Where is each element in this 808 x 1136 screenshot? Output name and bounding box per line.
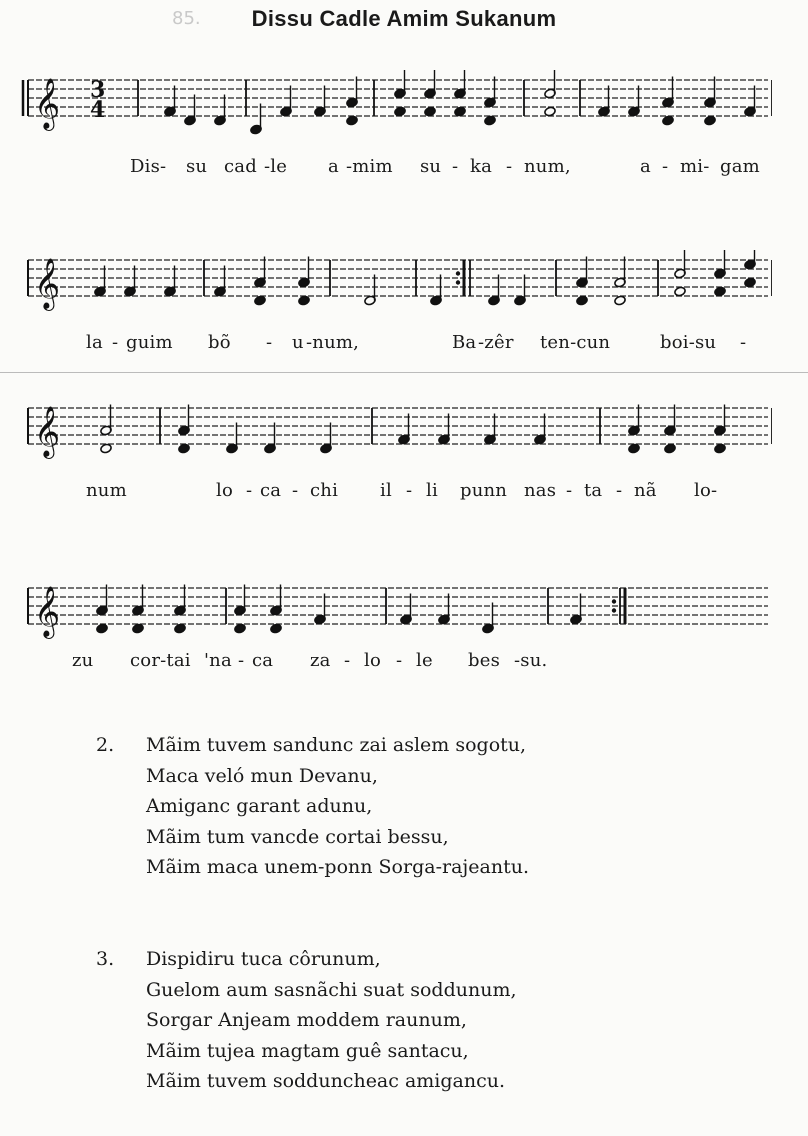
lyric-syllable: - <box>246 480 253 501</box>
repeat-dot <box>456 271 460 275</box>
lyric-syllable: su <box>186 156 208 177</box>
lyric-syllable: - <box>452 156 459 177</box>
verse-line: Amiganc garant adunu, <box>146 795 373 817</box>
treble-clef: 𝄞 <box>34 586 61 637</box>
lyric-syllable: cad <box>224 156 257 177</box>
verse-number: 3. <box>96 948 115 970</box>
lyric-syllable: -le <box>264 156 288 177</box>
note-head <box>704 115 716 126</box>
lyric-syllable: ca <box>252 650 274 671</box>
lyric-line-3 <box>20 480 772 504</box>
note-head <box>454 106 466 117</box>
note-head <box>424 106 436 117</box>
verse-line: Mãim tuvem sodduncheac amigancu. <box>146 1070 506 1092</box>
lyric-syllable: nas <box>524 480 557 501</box>
verse-line: Dispidiru tuca côrunum, <box>146 948 381 970</box>
lyric-syllable: - <box>238 650 245 671</box>
note-head <box>714 443 726 454</box>
lyric-syllable: Ba <box>452 332 477 353</box>
lyric-syllable: Dis- <box>130 156 167 177</box>
treble-clef: 𝄞 <box>34 406 61 457</box>
lyric-syllable: il <box>380 480 392 501</box>
music-staff-2 <box>20 250 772 320</box>
lyric-syllable: - <box>740 332 747 353</box>
note-head <box>346 115 358 126</box>
note-head <box>614 295 626 306</box>
repeat-dot <box>612 599 616 603</box>
hymn-number: 85. <box>172 8 201 29</box>
lyric-syllable: - <box>662 156 669 177</box>
lyric-syllable: ten-cun <box>540 332 611 353</box>
lyric-syllable: gam <box>720 156 760 177</box>
lyric-syllable: num, <box>524 156 571 177</box>
lyric-syllable: zu <box>72 650 94 671</box>
lyric-syllable: lo- <box>694 480 718 501</box>
verse-line: Mãim maca unem-ponn Sorga-rajeantu. <box>146 856 530 878</box>
lyric-syllable: - <box>344 650 351 671</box>
music-staff-3 <box>20 398 772 468</box>
note-head <box>674 286 686 297</box>
lyric-syllable: 'na <box>204 650 232 671</box>
lyric-syllable: punn <box>460 480 508 501</box>
lyric-syllable: - <box>406 480 413 501</box>
lyric-syllable: - <box>266 332 273 353</box>
note-head <box>234 623 246 634</box>
lyric-syllable: - <box>292 480 299 501</box>
lyric-syllable: a <box>328 156 339 177</box>
note-head <box>484 115 496 126</box>
lyric-syllable: ka <box>470 156 493 177</box>
lyric-syllable: lo <box>216 480 233 501</box>
note-head <box>132 623 144 634</box>
lyric-syllable: - <box>506 156 513 177</box>
lyric-syllable: - <box>112 332 119 353</box>
repeat-dot <box>612 608 616 612</box>
lyric-syllable: ca <box>260 480 282 501</box>
note-head <box>664 443 676 454</box>
lyric-syllable: lo <box>364 650 381 671</box>
lyric-line-1 <box>20 156 772 180</box>
lyric-syllable: - <box>396 650 403 671</box>
lyric-syllable: cor-tai <box>130 650 191 671</box>
note-head <box>576 295 588 306</box>
lyric-syllable: le <box>416 650 433 671</box>
lyric-syllable: ta <box>584 480 603 501</box>
note-head <box>714 286 726 297</box>
note-head <box>298 295 310 306</box>
note-head <box>270 623 282 634</box>
lyric-syllable: bes <box>468 650 501 671</box>
time-signature-top: 3 <box>90 77 106 103</box>
note-head <box>628 443 640 454</box>
verse-lines <box>146 944 517 1097</box>
note-head <box>178 443 190 454</box>
lyric-syllable: boi-su <box>660 332 717 353</box>
lyric-syllable: - <box>566 480 573 501</box>
time-signature-bottom: 4 <box>90 97 106 123</box>
verse-line: Mãim tum vancde cortai bessu, <box>146 825 449 848</box>
verse-number: 2. <box>96 734 115 756</box>
hymn-title: Dissu Cadle Amim Sukanum <box>251 6 557 31</box>
verse-line: Mãim tuvem sandunc zai aslem sogotu, <box>146 734 527 756</box>
lyric-syllable: li <box>426 480 438 501</box>
lyric-syllable: su <box>420 156 442 177</box>
verse-lines <box>146 730 529 883</box>
note-head <box>100 443 112 454</box>
lyric-syllable: - <box>616 480 623 501</box>
lyric-syllable: chi <box>310 480 339 501</box>
lyric-syllable: -num, <box>306 332 360 353</box>
verse-line: Mãim tujea magtam guê santacu, <box>146 1039 469 1062</box>
repeat-dot <box>456 280 460 284</box>
music-staff-1 <box>20 70 772 140</box>
lyric-line-2 <box>20 332 772 356</box>
note-head <box>96 623 108 634</box>
note-head <box>544 106 556 117</box>
lyric-syllable: guim <box>126 332 173 353</box>
lyric-syllable: la <box>86 332 103 353</box>
verse-line: Sorgar Anjeam moddem raunum, <box>146 1009 467 1031</box>
lyric-syllable: -mim <box>346 156 393 177</box>
note-head <box>394 106 406 117</box>
lyric-syllable: bõ <box>208 332 231 353</box>
treble-clef: 𝄞 <box>34 78 61 129</box>
note-head <box>662 115 674 126</box>
lyric-syllable: a <box>640 156 651 177</box>
note-head <box>174 623 186 634</box>
treble-clef: 𝄞 <box>34 258 61 309</box>
note-head <box>744 277 756 288</box>
lyric-syllable: num <box>86 480 127 501</box>
lyric-syllable: za <box>310 650 331 671</box>
lyric-syllable: mi- <box>680 156 710 177</box>
verse-line: Guelom aum sasnãchi suat soddunum, <box>146 978 517 1001</box>
lyric-syllable: -zêr <box>478 332 514 353</box>
lyric-syllable: -su. <box>514 650 548 671</box>
page-divider <box>0 372 808 373</box>
verse-line: Maca veló mun Devanu, <box>146 764 378 787</box>
lyric-syllable: nã <box>634 480 657 501</box>
note-head <box>254 295 266 306</box>
lyric-syllable: u <box>292 332 304 353</box>
lyric-line-4 <box>20 650 772 674</box>
music-staff-4 <box>20 578 772 648</box>
